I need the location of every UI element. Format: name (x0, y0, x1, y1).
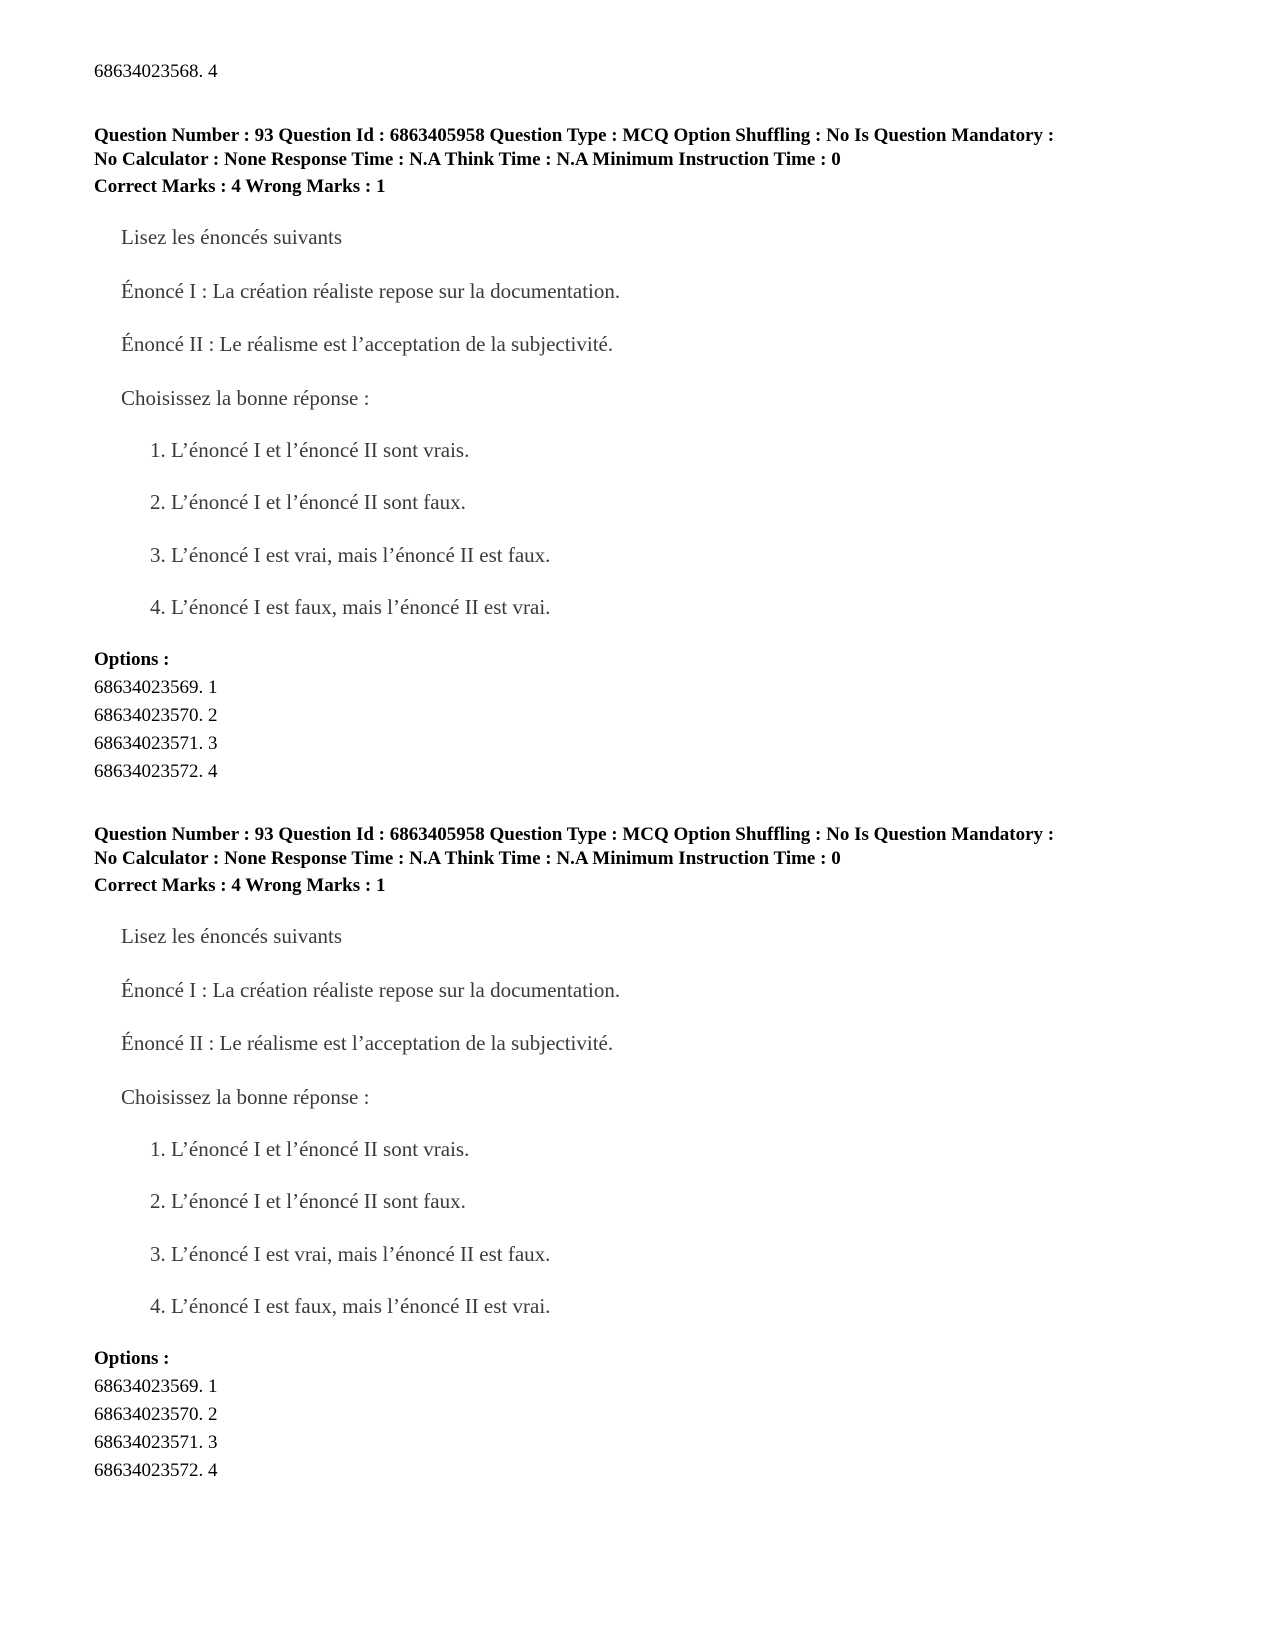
option-item: 68634023572. 4 (94, 761, 218, 782)
option-item: 68634023571. 3 (94, 1432, 218, 1453)
option-item: 68634023572. 4 (94, 1460, 218, 1481)
question-header-line-2: No Calculator : None Response Time : N.A Think Time : N.A Minimum Instruction Time : 0 (94, 848, 841, 869)
statement-1: Énoncé I : La création réaliste repose sur la documentation. (121, 978, 621, 1002)
question-header-line-1: Question Number : 93 Question Id : 6863405958 Question Type : MCQ Option Shuffling : No Is Question Mandatory : (94, 824, 1055, 845)
question-intro: Lisez les énoncés suivants (121, 225, 343, 249)
option-item: 68634023570. 2 (94, 705, 218, 726)
choice-item: 4. L’énoncé I est faux, mais l’énoncé II est vrai. (150, 1294, 551, 1318)
previous-option-line: 68634023568. 4 (94, 61, 218, 82)
statement-2: Énoncé II : Le réalisme est l’acceptation de la subjectivité. (121, 1031, 614, 1055)
choice-item: 4. L’énoncé I est faux, mais l’énoncé II est vrai. (150, 595, 551, 619)
question-header-line-2: No Calculator : None Response Time : N.A Think Time : N.A Minimum Instruction Time : 0 (94, 149, 841, 170)
marks-line: Correct Marks : 4 Wrong Marks : 1 (94, 875, 386, 896)
option-item: 68634023571. 3 (94, 733, 218, 754)
question-header-line-1: Question Number : 93 Question Id : 6863405958 Question Type : MCQ Option Shuffling : No Is Question Mandatory : (94, 125, 1055, 146)
choice-item: 3. L’énoncé I est vrai, mais l’énoncé II est faux. (150, 1242, 551, 1266)
options-label: Options : (94, 1348, 170, 1369)
answer-prompt: Choisissez la bonne réponse : (121, 1085, 370, 1109)
marks-line: Correct Marks : 4 Wrong Marks : 1 (94, 176, 386, 197)
option-item: 68634023569. 1 (94, 1376, 218, 1397)
choice-item: 2. L’énoncé I et l’énoncé II sont faux. (150, 1189, 466, 1213)
choice-item: 1. L’énoncé I et l’énoncé II sont vrais. (150, 1137, 470, 1161)
option-item: 68634023569. 1 (94, 677, 218, 698)
answer-prompt: Choisissez la bonne réponse : (121, 386, 370, 410)
option-item: 68634023570. 2 (94, 1404, 218, 1425)
choice-item: 2. L’énoncé I et l’énoncé II sont faux. (150, 490, 466, 514)
statement-2: Énoncé II : Le réalisme est l’acceptation de la subjectivité. (121, 332, 614, 356)
choice-item: 1. L’énoncé I et l’énoncé II sont vrais. (150, 438, 470, 462)
choice-item: 3. L’énoncé I est vrai, mais l’énoncé II est faux. (150, 543, 551, 567)
statement-1: Énoncé I : La création réaliste repose sur la documentation. (121, 279, 621, 303)
options-label: Options : (94, 649, 170, 670)
question-intro: Lisez les énoncés suivants (121, 924, 343, 948)
